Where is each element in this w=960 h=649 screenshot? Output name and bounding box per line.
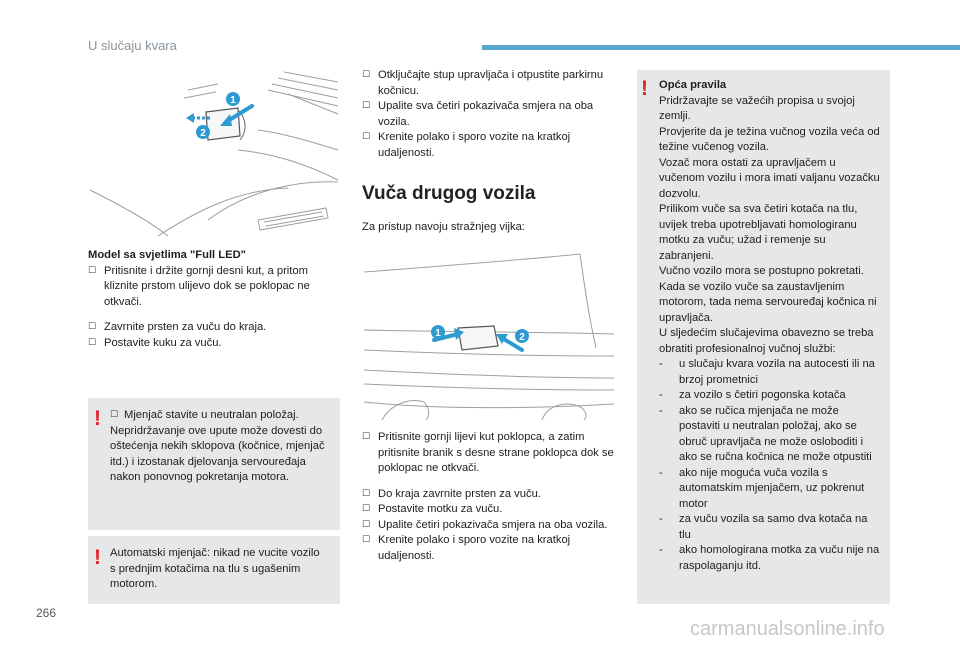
rules-list-item [659,404,882,466]
step: ☐ Upalite sva četiri pokazivača smjera na oba vozila. [362,99,618,130]
rear-bumper-figure [362,252,617,420]
warning-line: ☐ Mjenjač stavite u neutralan položaj. [110,408,328,424]
warning-icon: ! [94,407,101,430]
front-bumper-figure [88,70,340,238]
model-title: Model sa svjetlima "Full LED" [88,249,246,261]
warning-box-neutral [88,398,340,530]
rules-list-item [659,512,882,543]
dash-mark: - [659,404,663,417]
callout-2: 2 [200,128,206,139]
step: ☐ Postavite kuku za vuču. [88,336,340,352]
header-accent-bar [482,45,960,50]
step: ☐ Zavrnite prsten za vuču do kraja. [88,320,340,336]
step: ☐ Do kraja zavrnite prsten za vuču. [362,487,618,503]
rules-list-text: ako homologirana motka za vuču nije na raspolaganju itd. [679,544,880,572]
step: ☐ Pritisnite gornji lijevi kut poklopca, a zatim pritisnite branik s desne strane poklopca dok se poklopac ne otkvači. [362,430,618,477]
general-rules-box [637,70,890,604]
callout-2: 2 [519,332,525,343]
callout-1: 1 [230,95,236,106]
rules-list-text: ako nije moguća vuča vozila s automatskim mjenjačem, uz pokrenut motor [679,466,865,510]
rules-list-item [659,388,882,404]
warning-text: Automatski mjenjač: nikad ne vucite vozilo s prednjim kotačima na tlu s ugašenim motorom. [110,547,320,590]
rules-paragraph: Vozač mora ostati za upravljačem u vučenom vozilu i mora imati valjanu vozačku dozvolu. [659,156,880,200]
warning-box-automatic [88,536,340,604]
rules-paragraph: U sljedećim slučajevima obavezno se treba obratiti profesionalnoj vučnoj službi: [659,327,874,355]
rules-paragraph: Pridržavajte se važećih propisa u svojoj zemlji. [659,94,855,122]
rules-list-item [659,357,882,388]
middle-top-steps [362,68,618,161]
rules-paragraph: Kada se vozilo vuče sa zaustavljenim motorom, tada nema servouređaj kočnica ni upravljača. [659,280,877,324]
step: ☐ Krenite polako i sporo vozite na kratkoj udaljenosti. [362,130,618,161]
step: ☐ Krenite polako i sporo vozite na kratkoj udaljenosti. [362,533,618,564]
dash-mark: - [659,466,663,479]
step: ☐ Postavite motku za vuču. [362,502,618,518]
rules-list-item [659,543,882,574]
rules-paragraph: Vučno vozilo mora se postupno pokretati. [659,265,864,277]
rules-list-text: ako se ručica mjenjača ne može postaviti u neutralan položaj, ako se obruč upravljača ne može osloboditi i ako se ručna kočnica ne može otpustiti [679,404,872,463]
callout-1: 1 [435,328,441,339]
section-heading: Vuča drugog vozila [362,183,536,204]
rules-list-text: za vuču vozila sa samo dva kotača na tlu [679,513,868,541]
header-title: U slučaju kvara [88,38,177,53]
step: ☐ Upalite četiri pokazivača smjera na oba vozila. [362,518,618,534]
rules-list-item [659,466,882,513]
step: ☐ Pritisnite i držite gornji desni kut, a pritom kliznite prstom ulijevo dok se poklopac ne otkvači. [88,264,340,311]
warning-icon: ! [641,77,648,100]
watermark: carmanualsonline.info [690,618,885,640]
warning-icon: ! [94,546,101,569]
middle-bottom-steps [362,430,618,564]
rules-paragraph: Provjerite da je težina vučnog vozila veća od težine vučenog vozila. [659,125,880,153]
dash-mark: - [659,513,663,525]
rules-list-text: u slučaju kvara vozila na autocesti ili na brzoj prometnici [679,358,875,386]
dash-mark: - [659,389,663,401]
dash-mark: - [659,544,663,556]
warning-text: Nepridržavanje ove upute može dovesti do oštećenja nekih sklopova (kočnice, mjenjač itd.) i izostanak djelovanja servouređaja nakon ponovnog pokretanja motora. [110,424,325,483]
page-number: 266 [36,606,57,620]
rules-title: Opća pravila [659,79,727,91]
dash-mark: - [659,358,663,370]
intro-text: Za pristup navoju stražnjeg vijka: [362,221,525,233]
rules-paragraph: Prilikom vuče sa sva četiri kotača na tlu, uvijek treba upotrebljavati homologiranu motku za vuču; užad i remenje su zabranjeni. [659,203,858,262]
middle-intro [362,220,618,236]
step: ☐ Otključajte stup upravljača i otpustite parkirnu kočnicu. [362,68,618,99]
rules-list-text: za vozilo s četiri pogonska kotača [679,389,846,401]
left-column-text [88,248,340,351]
